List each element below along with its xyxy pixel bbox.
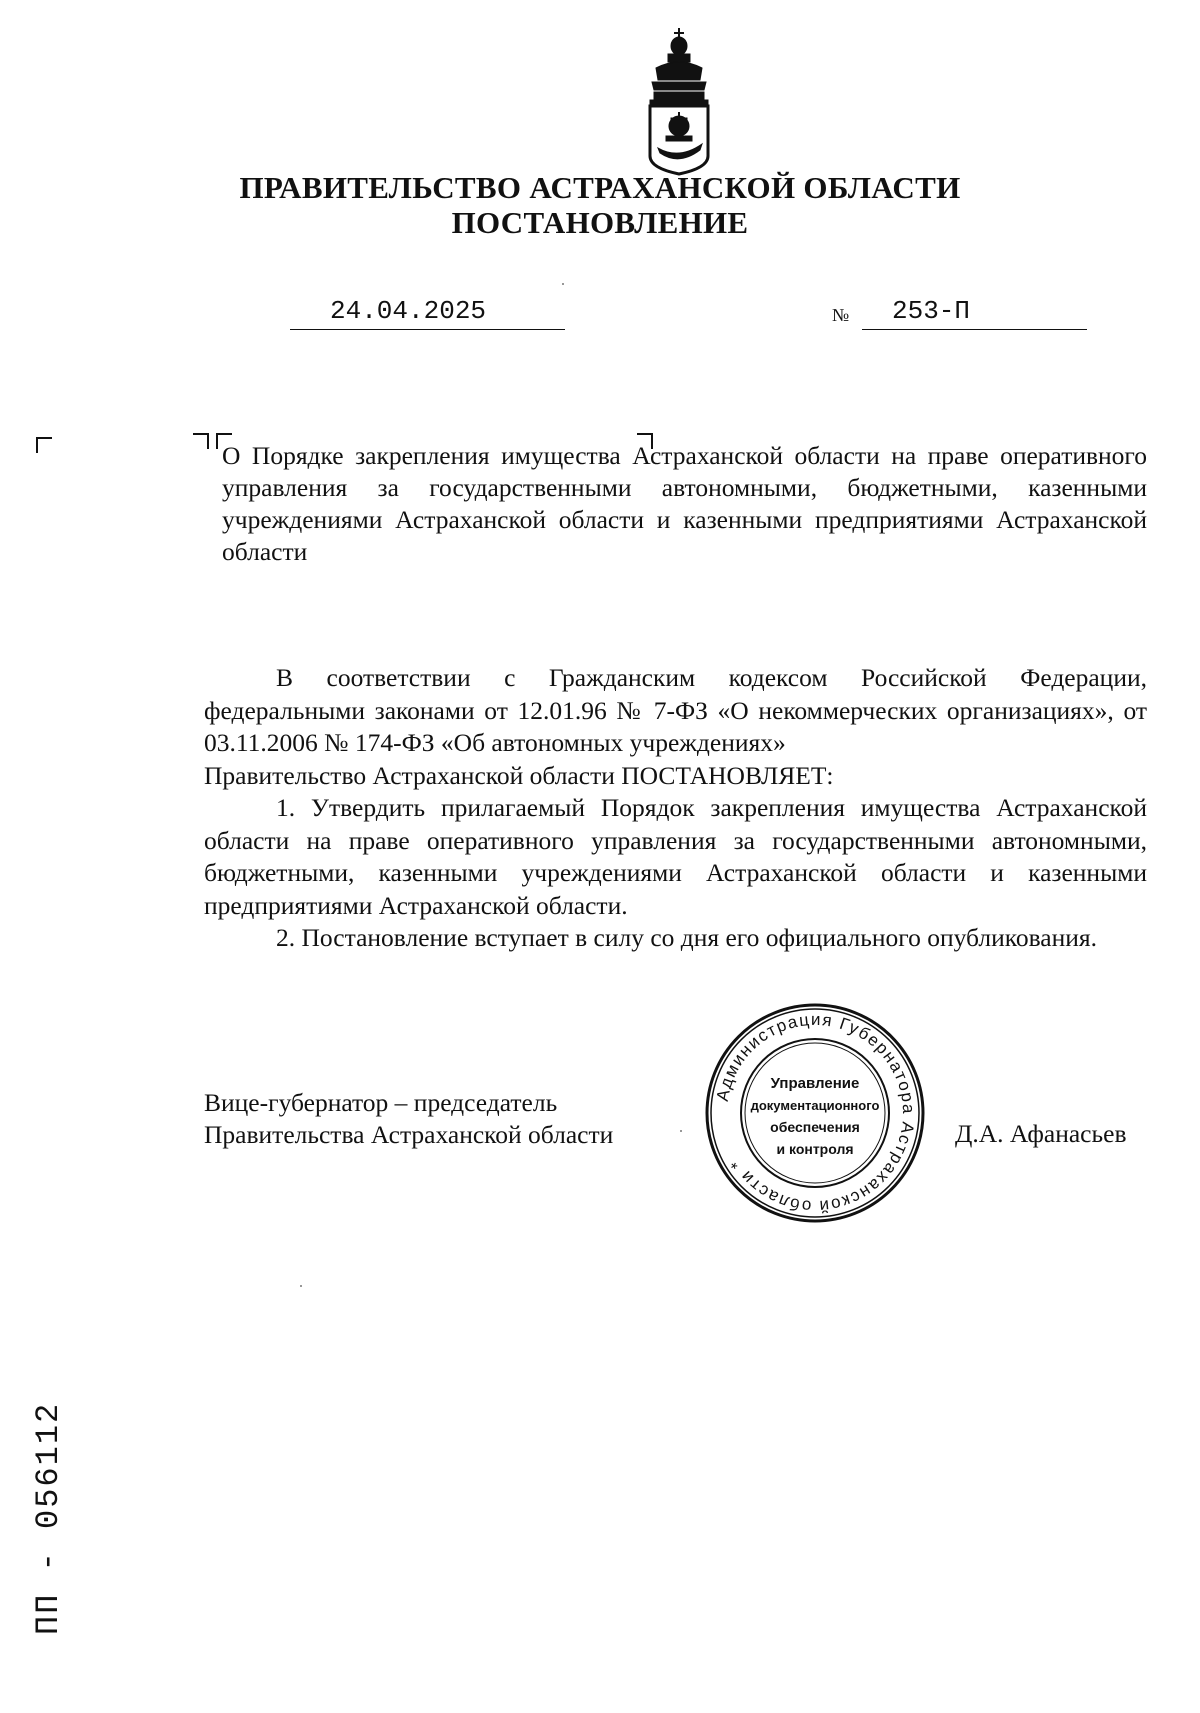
signatory-name: Д.А. Афанасьев	[955, 1119, 1127, 1148]
stamp-outer-text: Администрация Губернатора Астраханской области *	[712, 1009, 919, 1217]
document-subject: О Порядке закрепления имущества Астраханской области на праве оперативного управления за государственными автономными, бюджетными, казенными учреждениями Астраханской области и казенными предприятиями Астраханской области	[222, 441, 1147, 566]
preamble-paragraph: В соответствии с Гражданским кодексом Российской Федерации, федеральными законами от 12.01.96 № 7-ФЗ «О некоммерческих организациях», от 03.11.2006 № 174-ФЗ «Об автономных учреждениях»	[204, 663, 1147, 757]
resolves-paragraph: Правительство Астраханской области ПОСТАНОВЛЯЕТ:	[204, 760, 834, 790]
official-stamp	[704, 1002, 926, 1224]
stamp-inner-line-1: Управление	[770, 1075, 860, 1092]
stamp-inner-line-4: и контроля	[776, 1141, 854, 1157]
signatory-position-line-1: Вице-губернатор – председатель	[204, 1088, 558, 1117]
serial-number: ПП - 056112	[30, 1401, 67, 1635]
item-1-paragraph: 1. Утвердить прилагаемый Порядок закрепления имущества Астраханской области на праве оперативного управления за государственными автономными, бюджетными, казенными учреждениями Астраханской области и казенными предприятиями Астраханской области.	[204, 793, 1147, 920]
stamp-inner-line-3: обеспечения	[770, 1119, 860, 1135]
document-date: 24.04.2025	[290, 296, 565, 330]
coat-of-arms-emblem	[644, 28, 714, 176]
document-type-title: ПОСТАНОВЛЕНИЕ	[451, 205, 749, 240]
document-number: 253-П	[862, 296, 1087, 330]
number-label: №	[832, 305, 850, 325]
document-body	[204, 662, 1147, 955]
margin-corner-mark	[36, 437, 52, 453]
signatory-position	[204, 1087, 613, 1151]
signatory-position-line-2: Правительства Астраханской области	[204, 1120, 614, 1149]
scan-speck	[300, 1285, 302, 1287]
scan-speck	[562, 283, 564, 285]
scan-speck	[680, 1130, 682, 1132]
stamp-inner-line-2: документационного	[750, 1098, 880, 1113]
subject-bracket-left-outer	[193, 433, 209, 449]
organization-title: ПРАВИТЕЛЬСТВО АСТРАХАНСКОЙ ОБЛАСТИ	[239, 170, 961, 205]
item-2-paragraph: 2. Постановление вступает в силу со дня его официального опубликования.	[276, 923, 1097, 952]
